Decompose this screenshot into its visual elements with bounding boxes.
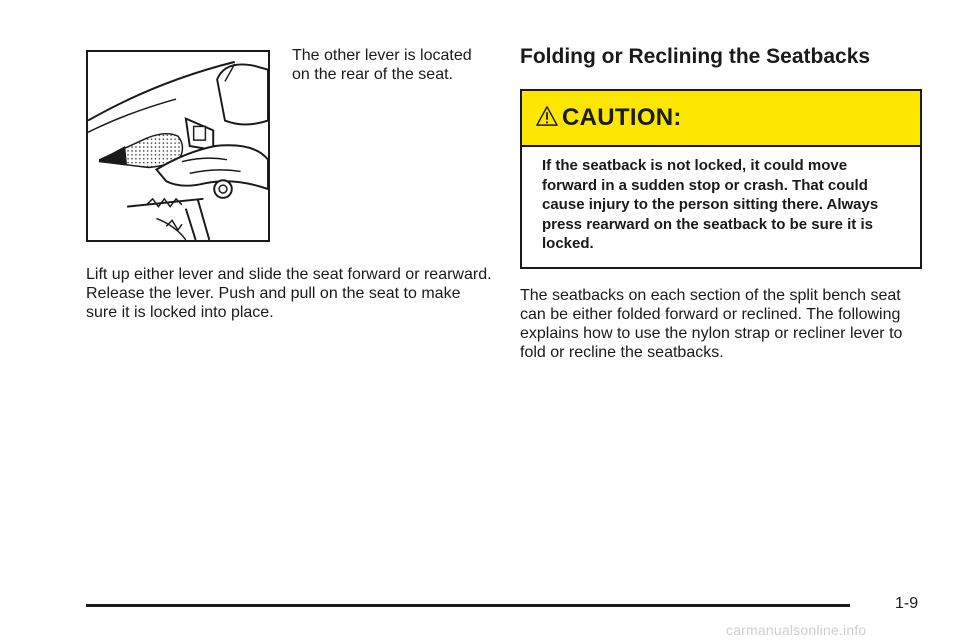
page-number: 1-9 (895, 595, 919, 612)
caution-header (522, 91, 920, 147)
watermark: carmanualsonline.info (726, 622, 867, 638)
footer-rule (86, 604, 850, 607)
caution-title: CAUTION: (562, 104, 682, 131)
right-paragraph: The seatbacks on each section of the split bench seat can be either folded forward or reclined. The following explains how to use the nylon strap or recliner lever to fold or recline the seatbacks. (520, 287, 903, 361)
caution-text: If the seatback is not locked, it could move forward in a sudden stop or crash. That could cause injury to the person sitting there. Always press rearward on the seatback to be sure it is locked. (542, 157, 879, 252)
seat-lever-drawing (88, 52, 268, 240)
warning-triangle-icon (536, 105, 558, 127)
seat-lever-illustration (86, 50, 270, 242)
section-heading: Folding or Reclining the Seatbacks (520, 45, 871, 68)
caution-box (520, 89, 922, 269)
side-caption: The other lever is located on the rear of the seat. (292, 47, 472, 83)
left-paragraph: Lift up either lever and slide the seat forward or rearward. Release the lever. Push and pull on the seat to make sure it is locked into place. (86, 266, 492, 321)
